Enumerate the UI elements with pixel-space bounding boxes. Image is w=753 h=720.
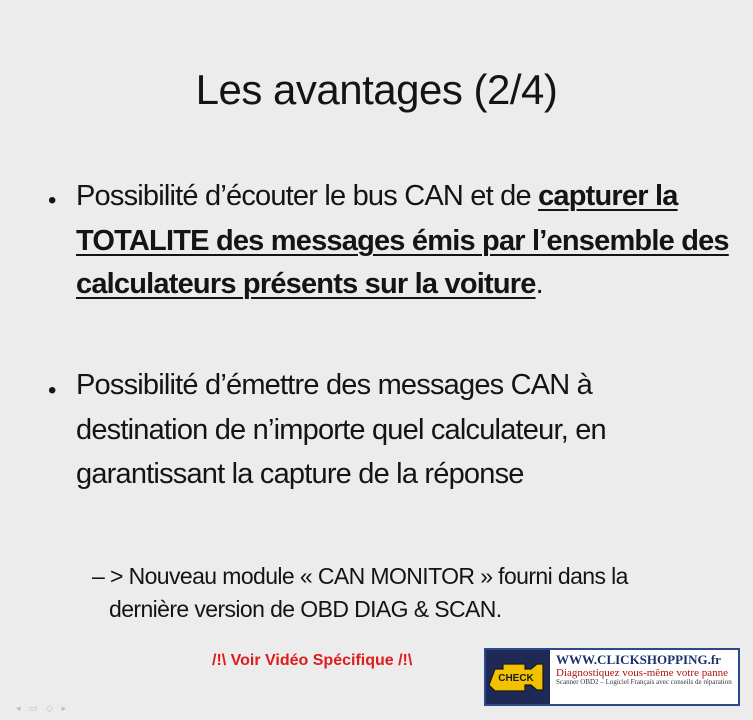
bullet1-line3-end: . <box>535 268 543 300</box>
video-note[interactable]: /!\ Voir Vidéo Spécifique /!\ <box>212 652 413 669</box>
clickshopping-logo[interactable] <box>484 648 740 706</box>
logo-text <box>550 650 738 704</box>
bullet1-line1-emphasis: capturer la <box>538 180 678 212</box>
bullet2-line3: garantissant la capture de la réponse <box>76 458 524 490</box>
bullet1-line3 <box>76 268 543 301</box>
sub-item-line2: dernière version de OBD DIAG & SCAN. <box>109 596 502 622</box>
logo-subline: Scanner OBD2 – Logiciel Français avec conseils de réparation <box>556 678 732 687</box>
bullet1-line3-emphasis: calculateurs présents sur la voiture <box>76 268 536 300</box>
bullet1-line1 <box>76 180 678 213</box>
bullet-dot-2: • <box>48 377 57 404</box>
sub-item-line1: – > Nouveau module « CAN MONITOR » fourni dans la <box>92 563 628 589</box>
bullet1-line2-emphasis: TOTALITE des messages émis par l’ensemble des <box>76 225 729 257</box>
bullet1-line2 <box>76 225 729 258</box>
bullet2-line2: destination de n’importe quel calculateur, en <box>76 414 606 446</box>
check-engine-icon <box>486 650 550 704</box>
bullet-dot-1: • <box>48 187 57 214</box>
slide-nav-controls[interactable]: ◂ ▭ ◇ ▸ <box>16 703 69 713</box>
slide-title: Les avantages (2/4) <box>195 66 558 113</box>
bullet2-line1: Possibilité d’émettre des messages CAN à <box>76 369 593 401</box>
logo-tagline: Diagnostiquez vous-même votre panne <box>556 667 728 680</box>
bullet1-line1-plain: Possibilité d’écouter le bus CAN et de <box>76 180 539 212</box>
logo-site: WWW.CLICKSHOPPING.fr <box>556 652 721 667</box>
check-icon-label: CHECK <box>498 673 534 684</box>
